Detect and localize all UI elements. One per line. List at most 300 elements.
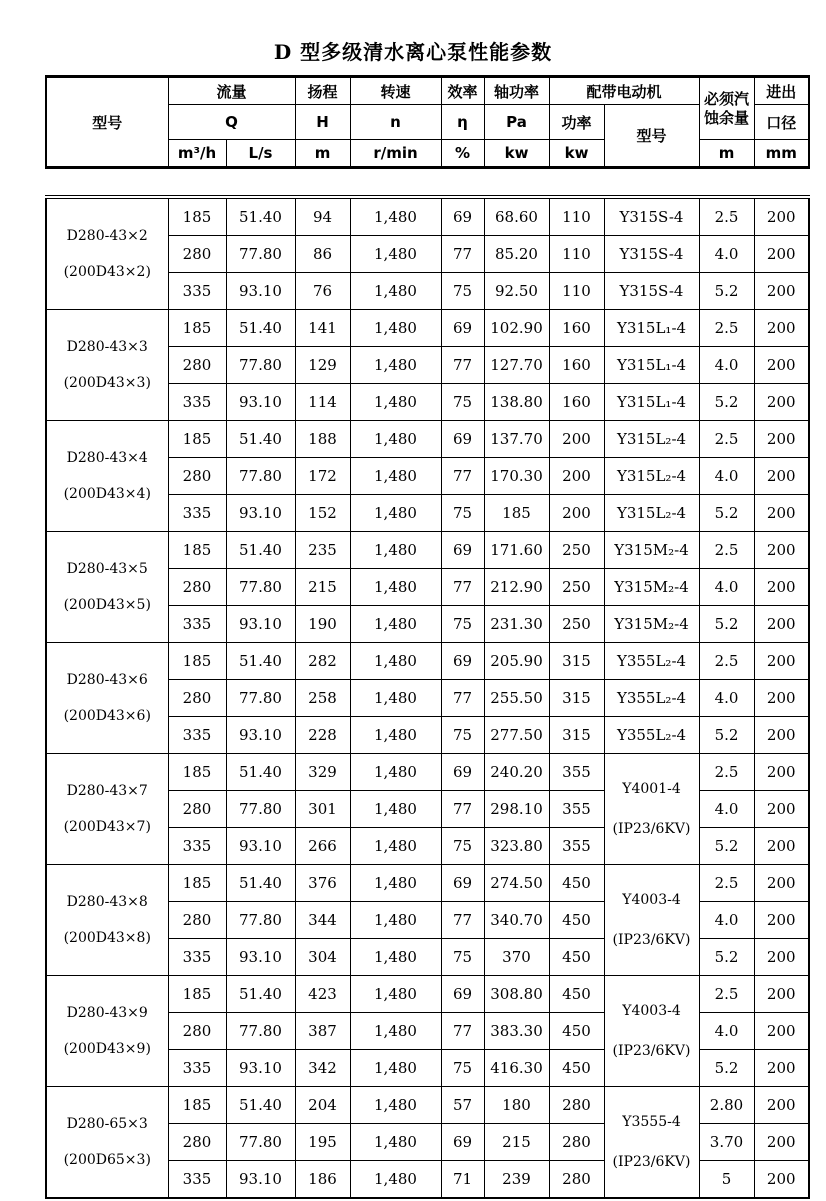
flow-ls-cell: 77.80 <box>226 1124 295 1161</box>
head-cell: 344 <box>295 902 350 939</box>
port-cell: 200 <box>754 1161 809 1199</box>
speed-cell: 1,480 <box>350 1050 441 1087</box>
flow-m3h-cell: 335 <box>168 717 226 754</box>
flow-ls-cell: 93.10 <box>226 273 295 310</box>
pump-model-alias: (200D43×8) <box>63 930 151 946</box>
head-cell: 204 <box>295 1087 350 1124</box>
motor-model-cell: Y315L₁-4 <box>604 347 699 384</box>
table-row <box>46 1087 809 1124</box>
table-row <box>46 976 809 1013</box>
port-cell: 200 <box>754 236 809 273</box>
motor-power-cell: 110 <box>549 273 604 310</box>
page-title: D 型多级清水离心泵性能参数 <box>273 40 553 64</box>
efficiency-cell: 69 <box>441 754 484 791</box>
motor-power-cell: 450 <box>549 976 604 1013</box>
efficiency-cell: 77 <box>441 347 484 384</box>
speed-cell: 1,480 <box>350 939 441 976</box>
flow-ls-cell: 51.40 <box>226 643 295 680</box>
port-cell: 200 <box>754 310 809 347</box>
motor-power-cell: 200 <box>549 495 604 532</box>
shaft-power-cell: 277.50 <box>484 717 549 754</box>
flow-ls-cell: 51.40 <box>226 532 295 569</box>
speed-cell: 1,480 <box>350 606 441 643</box>
header-motor-power: 功率 <box>549 105 604 140</box>
efficiency-cell: 75 <box>441 606 484 643</box>
efficiency-cell: 75 <box>441 717 484 754</box>
header-flow-unit-ls: L/s <box>226 140 295 168</box>
shaft-power-cell: 340.70 <box>484 902 549 939</box>
efficiency-cell: 71 <box>441 1161 484 1199</box>
pump-model-cell <box>46 310 168 421</box>
efficiency-cell: 75 <box>441 495 484 532</box>
flow-m3h-cell: 280 <box>168 236 226 273</box>
npsh-cell: 5.2 <box>699 1050 754 1087</box>
pump-model-cell <box>46 865 168 976</box>
shaft-power-cell: 185 <box>484 495 549 532</box>
motor-model-cell: Y315L₂-4 <box>604 495 699 532</box>
motor-model-cell: Y355L₂-4 <box>604 680 699 717</box>
shaft-power-cell: 92.50 <box>484 273 549 310</box>
efficiency-cell: 69 <box>441 310 484 347</box>
port-cell: 200 <box>754 495 809 532</box>
flow-ls-cell: 77.80 <box>226 347 295 384</box>
flow-m3h-cell: 335 <box>168 606 226 643</box>
head-cell: 423 <box>295 976 350 1013</box>
npsh-cell: 5.2 <box>699 939 754 976</box>
port-cell: 200 <box>754 569 809 606</box>
header-shaft-power: 轴功率 <box>484 77 549 105</box>
speed-cell: 1,480 <box>350 347 441 384</box>
speed-cell: 1,480 <box>350 828 441 865</box>
port-cell: 200 <box>754 1050 809 1087</box>
motor-model-protection: (IP23/6KV) <box>612 1043 691 1059</box>
pump-model-alias: (200D43×2) <box>63 264 151 280</box>
shaft-power-cell: 205.90 <box>484 643 549 680</box>
shaft-power-cell: 274.50 <box>484 865 549 902</box>
motor-power-cell: 450 <box>549 865 604 902</box>
shaft-power-cell: 137.70 <box>484 421 549 458</box>
flow-m3h-cell: 335 <box>168 495 226 532</box>
head-cell: 266 <box>295 828 350 865</box>
npsh-cell: 2.5 <box>699 197 754 236</box>
header-flow: 流量 <box>168 77 295 105</box>
npsh-cell: 2.5 <box>699 754 754 791</box>
port-cell: 200 <box>754 717 809 754</box>
head-cell: 141 <box>295 310 350 347</box>
speed-cell: 1,480 <box>350 902 441 939</box>
speed-cell: 1,480 <box>350 1013 441 1050</box>
flow-ls-cell: 77.80 <box>226 791 295 828</box>
port-cell: 200 <box>754 680 809 717</box>
head-cell: 76 <box>295 273 350 310</box>
motor-power-cell: 315 <box>549 643 604 680</box>
flow-ls-cell: 51.40 <box>226 310 295 347</box>
motor-model-cell <box>604 754 699 865</box>
header-flow-symbol: Q <box>168 105 295 140</box>
head-cell: 172 <box>295 458 350 495</box>
npsh-cell: 5.2 <box>699 828 754 865</box>
flow-ls-cell: 93.10 <box>226 1161 295 1199</box>
efficiency-cell: 69 <box>441 197 484 236</box>
motor-model-cell: Y315L₂-4 <box>604 458 699 495</box>
flow-m3h-cell: 335 <box>168 939 226 976</box>
motor-model-name: Y3555-4 <box>622 1114 681 1130</box>
flow-m3h-cell: 335 <box>168 828 226 865</box>
pump-model-name: D280-65×3 <box>66 1116 148 1132</box>
npsh-cell: 4.0 <box>699 458 754 495</box>
flow-m3h-cell: 185 <box>168 421 226 458</box>
motor-power-cell: 355 <box>549 791 604 828</box>
head-cell: 304 <box>295 939 350 976</box>
efficiency-cell: 69 <box>441 976 484 1013</box>
header-npsh <box>699 77 754 140</box>
npsh-cell: 4.0 <box>699 902 754 939</box>
shaft-power-cell: 231.30 <box>484 606 549 643</box>
motor-model-cell: Y315L₁-4 <box>604 310 699 347</box>
flow-ls-cell: 93.10 <box>226 384 295 421</box>
npsh-cell: 4.0 <box>699 1013 754 1050</box>
motor-power-cell: 315 <box>549 717 604 754</box>
head-cell: 387 <box>295 1013 350 1050</box>
speed-cell: 1,480 <box>350 197 441 236</box>
speed-cell: 1,480 <box>350 384 441 421</box>
head-cell: 376 <box>295 865 350 902</box>
speed-cell: 1,480 <box>350 791 441 828</box>
head-cell: 129 <box>295 347 350 384</box>
motor-model-cell <box>604 865 699 976</box>
shaft-power-cell: 171.60 <box>484 532 549 569</box>
header-head-unit: m <box>295 140 350 168</box>
port-cell: 200 <box>754 828 809 865</box>
flow-m3h-cell: 185 <box>168 197 226 236</box>
efficiency-cell: 77 <box>441 458 484 495</box>
header-npsh-unit: m <box>699 140 754 168</box>
header-efficiency-unit: % <box>441 140 484 168</box>
head-cell: 228 <box>295 717 350 754</box>
header-efficiency-symbol: η <box>441 105 484 140</box>
spec-table-body <box>45 195 810 1199</box>
pump-model-cell <box>46 421 168 532</box>
motor-power-cell: 110 <box>549 197 604 236</box>
head-cell: 329 <box>295 754 350 791</box>
motor-model-cell: Y315S-4 <box>604 197 699 236</box>
flow-ls-cell: 77.80 <box>226 1013 295 1050</box>
motor-model-protection: (IP23/6KV) <box>612 1154 691 1170</box>
speed-cell: 1,480 <box>350 495 441 532</box>
pump-model-alias: (200D43×3) <box>63 375 151 391</box>
npsh-cell: 4.0 <box>699 347 754 384</box>
speed-cell: 1,480 <box>350 717 441 754</box>
speed-cell: 1,480 <box>350 1161 441 1199</box>
speed-cell: 1,480 <box>350 680 441 717</box>
shaft-power-cell: 215 <box>484 1124 549 1161</box>
motor-power-cell: 200 <box>549 421 604 458</box>
head-cell: 188 <box>295 421 350 458</box>
flow-m3h-cell: 280 <box>168 347 226 384</box>
npsh-cell: 5 <box>699 1161 754 1199</box>
pump-model-alias: (200D65×3) <box>63 1152 151 1168</box>
npsh-cell: 5.2 <box>699 606 754 643</box>
pump-model-name: D280-43×4 <box>66 450 148 466</box>
motor-power-cell: 280 <box>549 1087 604 1124</box>
speed-cell: 1,480 <box>350 1087 441 1124</box>
efficiency-cell: 77 <box>441 902 484 939</box>
npsh-cell: 5.2 <box>699 273 754 310</box>
npsh-cell: 5.2 <box>699 384 754 421</box>
flow-ls-cell: 51.40 <box>226 421 295 458</box>
efficiency-cell: 69 <box>441 1124 484 1161</box>
header-speed-unit: r/min <box>350 140 441 168</box>
head-cell: 86 <box>295 236 350 273</box>
port-cell: 200 <box>754 754 809 791</box>
efficiency-cell: 77 <box>441 569 484 606</box>
flow-m3h-cell: 185 <box>168 865 226 902</box>
flow-m3h-cell: 280 <box>168 902 226 939</box>
speed-cell: 1,480 <box>350 458 441 495</box>
npsh-cell: 2.5 <box>699 421 754 458</box>
port-cell: 200 <box>754 273 809 310</box>
flow-ls-cell: 51.40 <box>226 754 295 791</box>
port-cell: 200 <box>754 791 809 828</box>
table-row <box>46 865 809 902</box>
shaft-power-cell: 240.20 <box>484 754 549 791</box>
motor-model-cell: Y355L₂-4 <box>604 717 699 754</box>
port-cell: 200 <box>754 384 809 421</box>
npsh-cell: 2.5 <box>699 643 754 680</box>
flow-ls-cell: 77.80 <box>226 569 295 606</box>
header-npsh-line2: 蚀余量 <box>704 108 750 127</box>
header-shaft-power-symbol: Pa <box>484 105 549 140</box>
efficiency-cell: 75 <box>441 273 484 310</box>
motor-model-cell: Y315S-4 <box>604 273 699 310</box>
pump-model-name: D280-43×7 <box>66 783 148 799</box>
efficiency-cell: 77 <box>441 680 484 717</box>
shaft-power-cell: 255.50 <box>484 680 549 717</box>
pump-model-cell <box>46 1087 168 1199</box>
flow-m3h-cell: 185 <box>168 532 226 569</box>
pump-model-cell <box>46 643 168 754</box>
flow-ls-cell: 93.10 <box>226 495 295 532</box>
header-npsh-line1: 必须汽 <box>704 89 750 108</box>
header-speed: 转速 <box>350 77 441 105</box>
port-cell: 200 <box>754 643 809 680</box>
port-cell: 200 <box>754 1124 809 1161</box>
header-model: 型号 <box>46 77 168 168</box>
speed-cell: 1,480 <box>350 421 441 458</box>
pump-model-alias: (200D43×9) <box>63 1041 151 1057</box>
flow-m3h-cell: 280 <box>168 458 226 495</box>
motor-power-cell: 160 <box>549 384 604 421</box>
efficiency-cell: 77 <box>441 236 484 273</box>
flow-m3h-cell: 280 <box>168 1124 226 1161</box>
motor-power-cell: 200 <box>549 458 604 495</box>
motor-model-cell: Y315L₂-4 <box>604 421 699 458</box>
efficiency-cell: 57 <box>441 1087 484 1124</box>
shaft-power-cell: 383.30 <box>484 1013 549 1050</box>
flow-ls-cell: 51.40 <box>226 976 295 1013</box>
head-cell: 114 <box>295 384 350 421</box>
efficiency-cell: 75 <box>441 828 484 865</box>
header-shaft-power-unit: kw <box>484 140 549 168</box>
flow-ls-cell: 51.40 <box>226 197 295 236</box>
header-flow-unit-m3h: m³/h <box>168 140 226 168</box>
npsh-cell: 2.5 <box>699 865 754 902</box>
efficiency-cell: 69 <box>441 532 484 569</box>
shaft-power-cell: 370 <box>484 939 549 976</box>
speed-cell: 1,480 <box>350 532 441 569</box>
pump-model-cell <box>46 197 168 310</box>
port-cell: 200 <box>754 347 809 384</box>
head-cell: 215 <box>295 569 350 606</box>
head-cell: 186 <box>295 1161 350 1199</box>
pump-model-cell <box>46 532 168 643</box>
header-motor-model: 型号 <box>604 105 699 168</box>
header-motor: 配带电动机 <box>549 77 699 105</box>
shaft-power-cell: 308.80 <box>484 976 549 1013</box>
tables-wrap <box>45 75 808 1199</box>
pump-model-alias: (200D43×6) <box>63 708 151 724</box>
shaft-power-cell: 180 <box>484 1087 549 1124</box>
table-row <box>46 310 809 347</box>
header-speed-symbol: n <box>350 105 441 140</box>
head-cell: 301 <box>295 791 350 828</box>
pump-model-cell <box>46 976 168 1087</box>
speed-cell: 1,480 <box>350 976 441 1013</box>
motor-model-protection: (IP23/6KV) <box>612 821 691 837</box>
port-cell: 200 <box>754 939 809 976</box>
motor-model-cell: Y355L₂-4 <box>604 643 699 680</box>
flow-m3h-cell: 185 <box>168 310 226 347</box>
motor-power-cell: 315 <box>549 680 604 717</box>
flow-ls-cell: 93.10 <box>226 828 295 865</box>
speed-cell: 1,480 <box>350 236 441 273</box>
head-cell: 94 <box>295 197 350 236</box>
pump-model-name: D280-43×8 <box>66 894 148 910</box>
shaft-power-cell: 416.30 <box>484 1050 549 1087</box>
flow-ls-cell: 77.80 <box>226 680 295 717</box>
motor-model-protection: (IP23/6KV) <box>612 932 691 948</box>
shaft-power-cell: 298.10 <box>484 791 549 828</box>
pump-model-name: D280-43×5 <box>66 561 148 577</box>
flow-m3h-cell: 280 <box>168 791 226 828</box>
npsh-cell: 2.5 <box>699 532 754 569</box>
flow-m3h-cell: 280 <box>168 1013 226 1050</box>
head-cell: 152 <box>295 495 350 532</box>
motor-power-cell: 355 <box>549 828 604 865</box>
speed-cell: 1,480 <box>350 865 441 902</box>
motor-power-cell: 450 <box>549 939 604 976</box>
port-cell: 200 <box>754 421 809 458</box>
speed-cell: 1,480 <box>350 310 441 347</box>
shaft-power-cell: 127.70 <box>484 347 549 384</box>
shaft-power-cell: 239 <box>484 1161 549 1199</box>
flow-m3h-cell: 185 <box>168 976 226 1013</box>
flow-ls-cell: 93.10 <box>226 1050 295 1087</box>
table-row <box>46 643 809 680</box>
shaft-power-cell: 212.90 <box>484 569 549 606</box>
pump-model-alias: (200D43×5) <box>63 597 151 613</box>
speed-cell: 1,480 <box>350 754 441 791</box>
shaft-power-cell: 85.20 <box>484 236 549 273</box>
flow-ls-cell: 77.80 <box>226 458 295 495</box>
npsh-cell: 2.80 <box>699 1087 754 1124</box>
motor-power-cell: 280 <box>549 1161 604 1199</box>
head-cell: 258 <box>295 680 350 717</box>
motor-power-cell: 160 <box>549 347 604 384</box>
pump-model-alias: (200D43×7) <box>63 819 151 835</box>
header-port-line2: 口径 <box>754 105 809 140</box>
header-motor-power-unit: kw <box>549 140 604 168</box>
header-port-unit: mm <box>754 140 809 168</box>
pump-model-name: D280-43×9 <box>66 1005 148 1021</box>
flow-ls-cell: 93.10 <box>226 939 295 976</box>
npsh-cell: 4.0 <box>699 791 754 828</box>
spec-table-header <box>45 75 810 169</box>
motor-model-name: Y4001-4 <box>622 781 681 797</box>
flow-m3h-cell: 280 <box>168 569 226 606</box>
efficiency-cell: 69 <box>441 421 484 458</box>
port-cell: 200 <box>754 532 809 569</box>
header-efficiency: 效率 <box>441 77 484 105</box>
flow-ls-cell: 51.40 <box>226 865 295 902</box>
efficiency-cell: 75 <box>441 384 484 421</box>
motor-power-cell: 450 <box>549 1013 604 1050</box>
npsh-cell: 4.0 <box>699 236 754 273</box>
motor-model-cell: Y315M₂-4 <box>604 569 699 606</box>
efficiency-cell: 77 <box>441 1013 484 1050</box>
shaft-power-cell: 102.90 <box>484 310 549 347</box>
motor-power-cell: 355 <box>549 754 604 791</box>
table-row <box>46 532 809 569</box>
speed-cell: 1,480 <box>350 569 441 606</box>
efficiency-cell: 69 <box>441 865 484 902</box>
pump-model-name: D280-43×3 <box>66 339 148 355</box>
port-cell: 200 <box>754 902 809 939</box>
table-row <box>46 197 809 236</box>
head-cell: 342 <box>295 1050 350 1087</box>
port-cell: 200 <box>754 1013 809 1050</box>
npsh-cell: 4.0 <box>699 569 754 606</box>
head-cell: 195 <box>295 1124 350 1161</box>
efficiency-cell: 69 <box>441 643 484 680</box>
speed-cell: 1,480 <box>350 1124 441 1161</box>
flow-ls-cell: 93.10 <box>226 717 295 754</box>
document-page <box>0 36 826 1201</box>
header-head: 扬程 <box>295 77 350 105</box>
motor-model-cell <box>604 1087 699 1199</box>
flow-m3h-cell: 335 <box>168 1161 226 1199</box>
port-cell: 200 <box>754 606 809 643</box>
flow-m3h-cell: 335 <box>168 1050 226 1087</box>
pump-model-cell <box>46 754 168 865</box>
flow-m3h-cell: 185 <box>168 754 226 791</box>
speed-cell: 1,480 <box>350 643 441 680</box>
shaft-power-cell: 68.60 <box>484 197 549 236</box>
npsh-cell: 4.0 <box>699 680 754 717</box>
motor-model-cell: Y315M₂-4 <box>604 532 699 569</box>
efficiency-cell: 75 <box>441 1050 484 1087</box>
motor-power-cell: 250 <box>549 569 604 606</box>
npsh-cell: 5.2 <box>699 717 754 754</box>
port-cell: 200 <box>754 197 809 236</box>
motor-power-cell: 110 <box>549 236 604 273</box>
motor-model-name: Y4003-4 <box>622 1003 681 1019</box>
port-cell: 200 <box>754 976 809 1013</box>
npsh-cell: 3.70 <box>699 1124 754 1161</box>
motor-model-cell <box>604 976 699 1087</box>
port-cell: 200 <box>754 458 809 495</box>
flow-m3h-cell: 335 <box>168 384 226 421</box>
